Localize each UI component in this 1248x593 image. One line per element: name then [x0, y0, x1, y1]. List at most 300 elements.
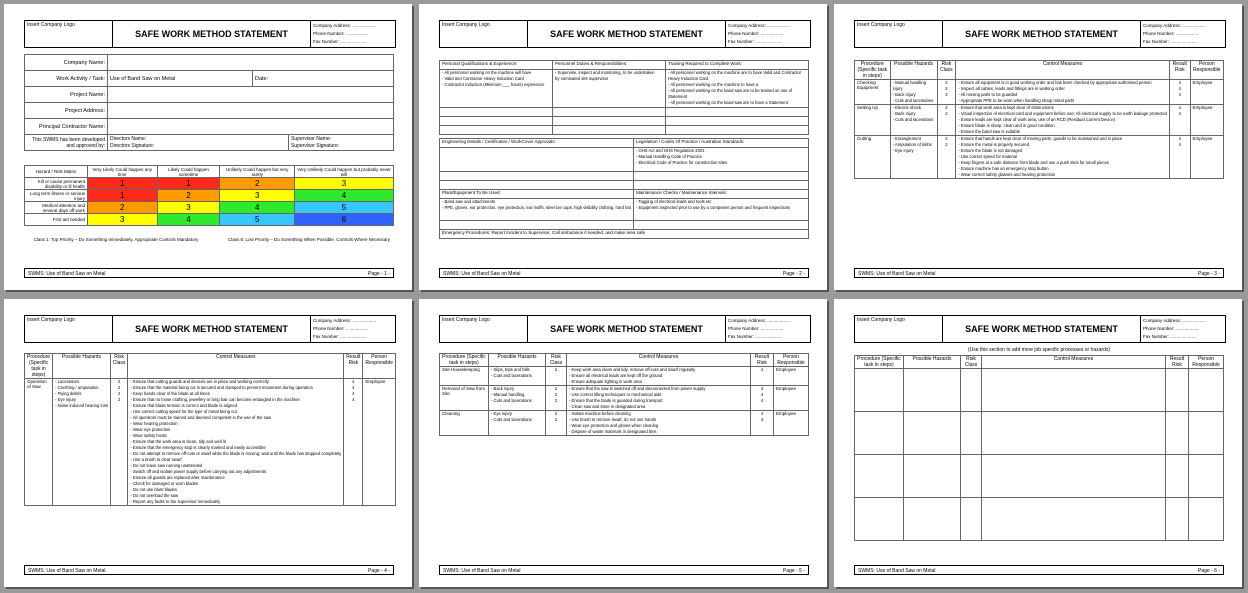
document-title: SAFE WORK METHOD STATEMENT: [113, 316, 311, 342]
engineering-cell[interactable]: [440, 148, 634, 172]
person-header: Person Responsible: [1189, 356, 1224, 369]
fax-number: Fax Number: .....................: [313, 39, 367, 44]
list-item: - Ensure the band saw is suitable: [958, 129, 1020, 134]
consequence-fatal: Kill or cause permanent disability or ill health: [25, 178, 88, 190]
table-row: [440, 411, 809, 436]
list-item: 4: [1178, 142, 1181, 147]
table-cell[interactable]: [553, 126, 666, 135]
table-cell[interactable]: [633, 172, 808, 181]
person-header: Person Responsible: [1190, 61, 1223, 80]
result-risk-cell[interactable]: [1170, 136, 1191, 179]
list-item: - Valid and Contractor Heavy Induction Card: [442, 76, 524, 81]
table-cell[interactable]: [1189, 455, 1224, 498]
consequence-medical: Medical attention and several days off work: [25, 202, 88, 214]
list-item: - Back injury: [892, 92, 916, 97]
list-item: - Slips, trips and falls: [491, 367, 530, 372]
likelihood-very-unlikely: Very Unlikely Could happen but probably never will: [295, 166, 394, 178]
matrix-cell: 4: [157, 214, 220, 226]
table-cell[interactable]: [904, 455, 961, 498]
procedure-cell[interactable]: Checking Equipment: [855, 80, 891, 105]
list-item: 4: [1178, 80, 1181, 85]
list-item: - Noise induced hearing loss: [55, 403, 108, 408]
training-cell[interactable]: [666, 70, 809, 108]
matrix-cell: 2: [157, 190, 220, 202]
list-item: - Do not use blunt blades: [130, 487, 177, 492]
table-cell[interactable]: [1166, 498, 1189, 541]
document-title: SAFE WORK METHOD STATEMENT: [943, 316, 1141, 342]
company-details: [1141, 21, 1225, 47]
document-title: SAFE WORK METHOD STATEMENT: [943, 21, 1141, 47]
list-item: - Tagging of electrical leads and tools etc: [635, 199, 712, 204]
procedure-header: Procedure (Specific task in steps): [855, 61, 891, 80]
list-item: 4: [760, 398, 764, 403]
list-item: injury: [892, 86, 903, 91]
document-title: SAFE WORK METHOD STATEMENT: [113, 21, 311, 47]
list-item: 4: [1178, 105, 1181, 110]
table-cell[interactable]: [1166, 412, 1189, 455]
steps-table: [24, 353, 396, 506]
list-item: 4: [760, 386, 764, 391]
table-cell[interactable]: [440, 117, 553, 126]
footer-doc: SWMS: Use of Band Saw on Metal: [443, 568, 521, 574]
matrix-cell: 4: [220, 202, 295, 214]
page-number: Page - 2 -: [783, 271, 805, 277]
company-details: [1141, 316, 1225, 342]
list-item: 4: [760, 417, 764, 422]
list-item: - Cuts and lacerations: [491, 398, 532, 403]
list-item: - Inspect all cables, leads and fittings are in working order: [958, 86, 1065, 91]
list-item: - Equipment inspected prior to use by a competent person and frequent inspections: [635, 205, 791, 210]
footer-doc: SWMS: Use of Band Saw on Metal: [28, 568, 106, 574]
table-cell[interactable]: [855, 498, 904, 541]
list-item: - Use correct speed for material: [958, 154, 1017, 159]
list-item: - Band saw and attachments: [442, 199, 496, 204]
matrix-cell: 5: [220, 214, 295, 226]
list-item: 4: [352, 379, 355, 384]
list-item: 4: [760, 367, 764, 372]
controls-header: Control Measures: [128, 354, 344, 379]
table-cell[interactable]: [1166, 369, 1189, 412]
hazards-cell[interactable]: [489, 386, 546, 411]
engineering-header: Engineering Details / Certificates / WorkCover Approvals:: [440, 139, 634, 148]
list-item: - Wear hearing protection: [130, 421, 178, 426]
list-item: 2: [945, 105, 948, 110]
hazards-cell[interactable]: [489, 411, 546, 436]
table-cell[interactable]: [1189, 412, 1224, 455]
result-risk-cell[interactable]: [1170, 105, 1191, 136]
table-cell[interactable]: [1189, 369, 1224, 412]
list-item: - All moving parts to be guarded: [958, 92, 1018, 97]
risk-class-header: Risk Class: [110, 354, 128, 379]
person-cell[interactable]: Employee: [1190, 80, 1223, 105]
matrix-cell: 6: [295, 214, 394, 226]
company-logo-placeholder: Insert Company Logo: [855, 21, 943, 47]
footer-doc: SWMS: Use of Band Saw on Metal: [28, 271, 106, 277]
phone-number: Phone Number: ..................: [728, 326, 784, 331]
list-item: - Use brush to remove swarf, do not use hands: [569, 417, 657, 422]
risk-matrix-header: Hazard / Risk Matrix: [25, 166, 88, 178]
person-cell[interactable]: Employee: [774, 367, 809, 386]
list-item: - Manual handling: [491, 392, 525, 397]
list-item: - Visual inspection of electrical cord and equipment before use; All electrical supply to be earth leakage protected: [958, 111, 1167, 116]
company-details: [726, 21, 810, 47]
maintenance-cell[interactable]: [633, 199, 808, 221]
matrix-cell: 5: [295, 202, 394, 214]
list-item: - All personnel working on the machine will have: [442, 70, 532, 75]
table-row: [440, 367, 809, 386]
list-item: - Ensure blade is sharp, clean and in good condition: [958, 123, 1055, 128]
risk-class-header: Risk Class: [546, 354, 567, 367]
fax-number: Fax Number: .....................: [313, 334, 367, 339]
footer-doc: SWMS: Use of Band Saw on Metal: [858, 568, 936, 574]
hazards-cell[interactable]: [890, 136, 937, 179]
list-item: - Cuts and lacerations: [892, 117, 934, 122]
list-item: 2: [554, 367, 558, 372]
result-risk-cell[interactable]: [344, 379, 363, 506]
table-cell[interactable]: [904, 369, 961, 412]
list-item: 2: [945, 142, 948, 147]
controls-cell[interactable]: [956, 136, 1170, 179]
qualifications-cell[interactable]: [440, 70, 553, 108]
controls-cell[interactable]: [567, 367, 751, 386]
likelihood-unlikely: Unlikely Could happen but very rarely: [220, 166, 295, 178]
matrix-cell: 3: [157, 202, 220, 214]
person-header: Person Responsible: [363, 354, 396, 379]
list-item: 2: [554, 417, 558, 422]
list-item: - Ensure adequate lighting in work area: [569, 379, 642, 384]
table-cell[interactable]: [553, 117, 666, 126]
controls-cell[interactable]: [567, 411, 751, 436]
class-low: Class 6: Low Priority – Do Something When Possible, Controls Where Necessary: [227, 237, 391, 242]
list-item: - Ensure that work area is kept clear of obstructions: [958, 105, 1054, 110]
project-address-field[interactable]: [108, 103, 394, 119]
legislation-header: Legislation / Codes Of Practice / Australian Standards:: [633, 139, 808, 148]
page-footer: [24, 565, 394, 575]
list-item: 4: [760, 411, 764, 416]
list-item: - Use correct lifting techniques or mechanical aids: [569, 392, 662, 397]
list-item: 2: [945, 136, 948, 141]
maintenance-header: Maintenance Checks / Maintenance Intervals:: [633, 190, 808, 199]
person-cell[interactable]: Employee: [1190, 136, 1223, 179]
company-name-label: Company Name:: [25, 55, 108, 71]
emergency-procedures[interactable]: Emergency Procedures: Report Incident to Supervisor, Call ambulance if needed, and make area safe: [440, 230, 809, 239]
table-cell[interactable]: [633, 181, 808, 190]
procedure-cell[interactable]: Cleaning: [440, 411, 489, 436]
list-item: - Use a brush to clear swarf: [130, 457, 182, 462]
hazards-cell[interactable]: [890, 105, 937, 136]
company-logo-placeholder: Insert Company Logo: [440, 316, 528, 342]
procedure-cell[interactable]: Cutting: [855, 136, 891, 179]
list-item: - Ensure leads are kept clear of work area, use of an RCD (Residual Current Device): [958, 117, 1116, 122]
fax-number: Fax Number: .....................: [728, 39, 782, 44]
company-address: Company Address: ...................: [1143, 318, 1207, 323]
likelihood-very-likely: Very Likely Could happen any time: [88, 166, 158, 178]
list-item: - Entanglement: [892, 136, 922, 141]
table-cell[interactable]: [666, 117, 809, 126]
table-row: [855, 80, 1224, 105]
table-cell[interactable]: [904, 412, 961, 455]
table-cell[interactable]: [440, 126, 553, 135]
work-activity-value[interactable]: Use of Band Saw on Metal: [108, 71, 253, 87]
qualifications-header: Personal Qualifications & Experience:: [440, 61, 553, 70]
list-item: - Lacerations: [55, 379, 80, 384]
list-item: by nominated site supervisor: [555, 76, 609, 81]
list-item: - Eye injury: [892, 148, 914, 153]
list-item: 2: [554, 392, 558, 397]
table-cell[interactable]: [1189, 498, 1224, 541]
matrix-cell: 2: [88, 202, 158, 214]
risk-class-cell[interactable]: [937, 105, 956, 136]
hazards-cell[interactable]: [489, 367, 546, 386]
matrix-cell: 4: [295, 190, 394, 202]
page-header: [24, 20, 396, 48]
result-risk-cell[interactable]: [1170, 80, 1191, 105]
person-cell[interactable]: Employee: [774, 411, 809, 436]
additional-steps-note: (Use this section to add more job specific processes or hazards): [967, 347, 1110, 353]
table-cell[interactable]: [855, 412, 904, 455]
matrix-cell: 3: [88, 214, 158, 226]
list-item: - All personnel working on the machine are to have Valid and Contractor: [668, 70, 802, 75]
phone-number: Phone Number: ..................: [1143, 326, 1199, 331]
list-item: Statement: [668, 94, 688, 99]
table-cell[interactable]: [553, 108, 666, 117]
table-row: [25, 379, 396, 506]
list-item: - Isolate machine before cleaning: [569, 411, 631, 416]
table-row: [855, 105, 1224, 136]
work-activity-label: Work Activity / Task:: [25, 71, 108, 87]
company-address: Company Address: ...................: [728, 318, 792, 323]
list-item: - Electrical Code of Practice for construction sites: [635, 160, 728, 165]
table-cell[interactable]: [440, 172, 634, 181]
page-6: [834, 299, 1242, 587]
list-item: - Ensure that blade tension is correct and blade is aligned: [130, 403, 238, 408]
person-cell[interactable]: Employee: [1190, 105, 1223, 136]
page-number: Page - 3 -: [1198, 271, 1220, 277]
table-cell[interactable]: [855, 369, 904, 412]
list-item: - Ensure that no loose clothing, jewellery or long hair can become entangled in the machine: [130, 397, 300, 402]
page-number: Page - 5 -: [783, 568, 805, 574]
page-5: [419, 299, 827, 587]
page-number: Page - 4 -: [368, 568, 390, 574]
person-cell[interactable]: Employee: [774, 386, 809, 411]
list-item: 2: [945, 86, 948, 91]
page-2: [419, 4, 827, 290]
page-footer: [439, 268, 809, 278]
fax-number: Fax Number: .....................: [728, 334, 782, 339]
list-item: 2: [554, 411, 558, 416]
person-cell[interactable]: Employee: [363, 379, 396, 506]
company-logo-placeholder: Insert Company Logo: [440, 21, 528, 47]
project-address-label: Project Address:: [25, 103, 108, 119]
hazards-header: Possible Hazards: [53, 354, 111, 379]
list-item: 4: [760, 392, 764, 397]
consequence-serious: Long term illness or serious injury: [25, 190, 88, 202]
table-cell[interactable]: [982, 369, 1166, 412]
approval-label: This SWMS has been developed and approved by:: [25, 135, 108, 151]
table-cell[interactable]: [666, 108, 809, 117]
principal-contractor-field[interactable]: [108, 119, 394, 135]
controls-cell[interactable]: [128, 379, 344, 506]
list-item: - Ensure the metal is properly secured: [958, 142, 1030, 147]
table-cell[interactable]: [961, 369, 982, 412]
page-footer: [854, 268, 1224, 278]
list-item: - Keep hands clear of the blade at all times: [130, 391, 210, 396]
list-item: - Ensure that the work area is clean, tidy and well lit: [130, 439, 226, 444]
list-item: - Cuts and lacerations: [491, 417, 532, 422]
fax-number: Fax Number: .....................: [1143, 334, 1197, 339]
legislation-cell[interactable]: [633, 148, 808, 172]
table-cell[interactable]: [982, 412, 1166, 455]
list-item: - Clean saw and store in designated area: [569, 404, 646, 409]
table-row: [440, 386, 809, 411]
list-item: - All operators must be trained and deemed competent in the use of the saw: [130, 415, 272, 420]
list-item: 3: [945, 92, 948, 97]
page-header: [24, 315, 396, 343]
page-footer: [439, 565, 809, 575]
matrix-cell: 1: [88, 190, 158, 202]
list-item: - Keep work area clean and tidy, remove off-cuts and swarf regularly: [569, 367, 696, 372]
table-cell[interactable]: [982, 455, 1166, 498]
controls-cell[interactable]: [567, 386, 751, 411]
list-item: 4: [352, 391, 355, 396]
list-item: - All personnel working on the band saw are to be trained on use of: [668, 88, 793, 93]
table-cell[interactable]: [961, 455, 982, 498]
controls-cell[interactable]: [956, 80, 1170, 105]
risk-class-cell[interactable]: [546, 367, 567, 386]
list-item: 2: [554, 398, 558, 403]
company-address: Company Address: ...................: [313, 23, 377, 28]
list-item: - Electric shock: [892, 105, 921, 110]
list-item: 4: [1178, 111, 1181, 116]
table-cell[interactable]: [633, 221, 808, 230]
procedure-header: Procedure (Specific task in steps): [25, 354, 53, 379]
list-item: - Amputation of limbs: [892, 142, 932, 147]
footer-doc: SWMS: Use of Band Saw on Metal: [443, 271, 521, 277]
page-number: Page - 1 -: [368, 271, 390, 277]
list-item: - Wear eye protection and gloves when cleaning: [569, 423, 659, 428]
list-item: - Contractor induction (Minimum ___ hours) experience: [442, 82, 545, 87]
company-logo-placeholder: Insert Company Logo: [25, 316, 113, 342]
table-cell[interactable]: [855, 455, 904, 498]
page-header: [439, 315, 811, 343]
list-item: 2: [118, 391, 121, 396]
hazards-cell[interactable]: [890, 80, 937, 105]
list-item: 4: [1178, 136, 1181, 141]
document-title: SAFE WORK METHOD STATEMENT: [528, 21, 726, 47]
procedure-header: Procedure (Specific task in steps): [440, 354, 489, 367]
supervisor-name: Supervisor Name:: [291, 135, 332, 142]
procedure-cell[interactable]: Operation of Saw: [25, 379, 53, 506]
table-cell[interactable]: [982, 498, 1166, 541]
risk-class-cell[interactable]: [937, 136, 956, 179]
result-risk-header: Result Risk: [344, 354, 363, 379]
list-item: - Wear correct safety glasses and hearing protection: [958, 172, 1056, 177]
result-risk-cell[interactable]: [751, 411, 774, 436]
table-cell[interactable]: [961, 412, 982, 455]
director-fields[interactable]: [108, 135, 289, 151]
table-cell[interactable]: [904, 498, 961, 541]
company-address: Company Address: ...................: [728, 23, 792, 28]
company-logo-placeholder: Insert Company Logo: [25, 21, 113, 47]
company-address: Company Address: ...................: [313, 318, 377, 323]
result-risk-header: Result Risk: [751, 354, 774, 367]
list-item: - Keep fingers at a safe distance from blade and use a push stick for small pieces: [958, 160, 1109, 165]
risk-class-legend: [26, 237, 394, 242]
directors-name: Directors Name:: [110, 135, 147, 142]
page-footer: [24, 268, 394, 278]
date-label[interactable]: Date:: [253, 71, 394, 87]
controls-cell[interactable]: [956, 105, 1170, 136]
person-header: Person Responsible: [774, 354, 809, 367]
risk-class-cell[interactable]: [546, 411, 567, 436]
document-title: SAFE WORK METHOD STATEMENT: [528, 316, 726, 342]
page-header: [854, 20, 1226, 48]
hazards-header: Possible Hazards: [904, 356, 961, 369]
list-item: 2: [554, 386, 558, 391]
list-item: - Wear eye protection: [130, 427, 171, 432]
controls-header: Control Measures: [956, 61, 1170, 80]
hazards-cell[interactable]: [53, 379, 111, 506]
phone-number: Phone Number: ..................: [313, 326, 369, 331]
list-item: - Dispose of waste materials in designated bins: [569, 429, 657, 434]
list-item: - Cuts and lacerations: [491, 373, 532, 378]
table-cell[interactable]: [440, 221, 634, 230]
list-item: - Ensure that the blade is guarded during transport: [569, 398, 663, 403]
duties-cell[interactable]: [553, 70, 666, 108]
phone-number: Phone Number: ..................: [313, 31, 369, 36]
project-name-label: Project Name:: [25, 87, 108, 103]
page-footer: [854, 565, 1224, 575]
fax-number: Fax Number: .....................: [1143, 39, 1197, 44]
list-item: - Manual Handling Code of Practice: [635, 154, 703, 159]
result-risk-cell[interactable]: [751, 386, 774, 411]
personnel-table: [439, 60, 809, 135]
page-4: [4, 299, 412, 587]
list-item: - Use correct cutting speed for the type of metal being cut: [130, 409, 237, 414]
result-risk-cell[interactable]: [751, 367, 774, 386]
table-cell[interactable]: [440, 108, 553, 117]
list-item: 2: [945, 111, 948, 116]
plant-cell[interactable]: [440, 199, 634, 221]
result-risk-header: Result Risk: [1166, 356, 1189, 369]
matrix-cell: 3: [220, 190, 295, 202]
risk-class-header: Risk Class: [961, 356, 982, 369]
company-details: [311, 316, 395, 342]
list-item: - Ensure that the material being cut is secured and clamped to prevent movement during operation: [130, 385, 313, 390]
procedure-cell[interactable]: Setting Up: [855, 105, 891, 136]
company-name-field[interactable]: [108, 55, 394, 71]
table-cell[interactable]: [1166, 455, 1189, 498]
plant-header: Plant/Equipment To Be Used:: [440, 190, 634, 199]
directors-signature: Directors Signature:: [110, 142, 155, 149]
page-header: [439, 20, 811, 48]
list-item: - Do not leave saw running unattended: [130, 463, 203, 468]
table-cell[interactable]: [440, 181, 634, 190]
procedure-cell[interactable]: Site Housekeeping: [440, 367, 489, 386]
table-cell[interactable]: [961, 498, 982, 541]
risk-class-cell[interactable]: [937, 80, 956, 105]
risk-class-cell[interactable]: [546, 386, 567, 411]
supervisor-signature: Supervisor Signature:: [291, 142, 340, 149]
procedure-cell[interactable]: Removal of Saw from Site: [440, 386, 489, 411]
risk-class-cell[interactable]: [110, 379, 128, 506]
supervisor-fields[interactable]: [289, 135, 394, 151]
list-item: - Check for damaged or worn blades: [130, 481, 199, 486]
table-cell[interactable]: [666, 126, 809, 135]
procedure-header: Procedure (Specific task in steps): [855, 356, 904, 369]
project-name-field[interactable]: [108, 87, 394, 103]
training-header: Training Required to Complete Work:: [666, 61, 809, 70]
